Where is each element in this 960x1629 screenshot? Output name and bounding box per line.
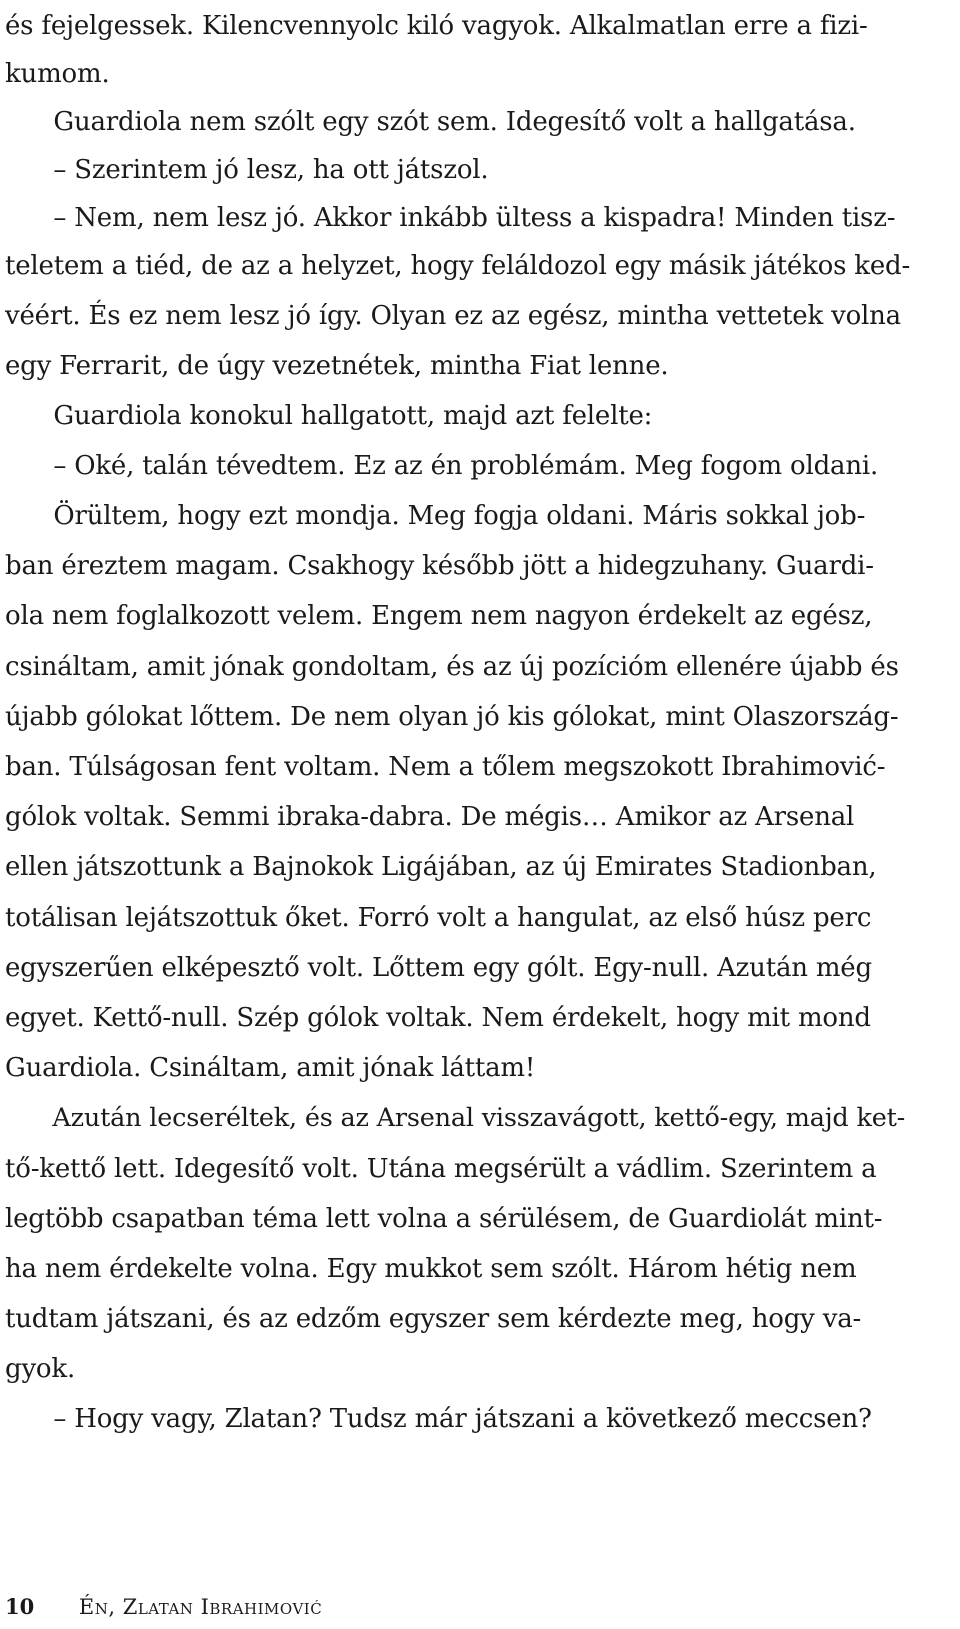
text-line: véért. És ez nem lesz jó így. Olyan ez az egész, mintha vettetek volna [5,301,901,331]
text-line: Guardiola. Csináltam, amit jónak láttam! [5,1053,536,1083]
text-line: ban éreztem magam. Csakhogy később jött a hidegzuhany. Guardi- [5,551,874,581]
text-line: újabb gólokat lőttem. De nem olyan jó kis gólokat, mint Olaszország- [5,702,899,732]
text-line: egyszerűen elképesztő volt. Lőttem egy gólt. Egy-null. Azután még [5,953,872,983]
text-line: – Szerintem jó lesz, ha ott játszol. [5,155,489,185]
text-line: gyok. [5,1354,76,1384]
text-line: Guardiola konokul hallgatott, majd azt felelte: [5,401,653,431]
text-line: egy Ferrarit, de úgy vezetnétek, mintha Fiat lenne. [5,351,669,381]
text-line: csináltam, amit jónak gondoltam, és az új pozícióm ellenére újabb és [5,652,899,682]
text-line: kumom. [5,59,110,89]
text-line: teletem a tiéd, de az a helyzet, hogy feláldozol egy másik játékos ked- [5,251,911,281]
text-line: Guardiola nem szólt egy szót sem. Idegesítő volt a hallgatása. [5,107,856,137]
text-line: – Nem, nem lesz jó. Akkor inkább ültess a kispadra! Minden tisz- [5,203,896,233]
text-line: – Hogy vagy, Zlatan? Tudsz már játszani a következő meccsen? [5,1404,872,1434]
text-line: ha nem érdekelte volna. Egy mukkot sem szólt. Három hétig nem [5,1254,857,1284]
running-title: Én, Zlatan Ibrahimović [78,1595,323,1619]
text-line: ellen játszottunk a Bajnokok Ligájában, az új Emirates Stadionban, [5,852,877,882]
text-line: Örültem, hogy ezt mondja. Meg fogja oldani. Máris sokkal job- [5,501,866,531]
page-number: 10 [5,1594,35,1619]
text-line: Azután lecseréltek, és az Arsenal visszavágott, kettő-egy, majd ket- [5,1103,906,1133]
text-line: egyet. Kettő-null. Szép gólok voltak. Nem érdekelt, hogy mit mond [5,1003,871,1033]
page-footer [5,1592,322,1622]
text-line: totálisan lejátszottuk őket. Forró volt a hangulat, az első húsz perc [5,903,872,933]
text-line: – Oké, talán tévedtem. Ez az én problémám. Meg fogom oldani. [5,451,879,481]
text-line: ola nem foglalkozott velem. Engem nem nagyon érdekelt az egész, [5,601,873,631]
text-line: ban. Túlságosan fent voltam. Nem a tőlem megszokott Ibrahimović- [5,752,886,782]
text-line: legtöbb csapatban téma lett volna a sérülésem, de Guardiolát mint- [5,1204,883,1234]
text-line: tudtam játszani, és az edzőm egyszer sem kérdezte meg, hogy va- [5,1304,862,1334]
text-line: tő-kettő lett. Idegesítő volt. Utána megsérült a vádlim. Szerintem a [5,1154,877,1184]
text-line: és fejelgessek. Kilencvennyolc kiló vagyok. Alkalmatlan erre a fizi- [5,11,868,41]
text-line: gólok voltak. Semmi ibraka-dabra. De mégis… Amikor az Arsenal [5,802,855,832]
